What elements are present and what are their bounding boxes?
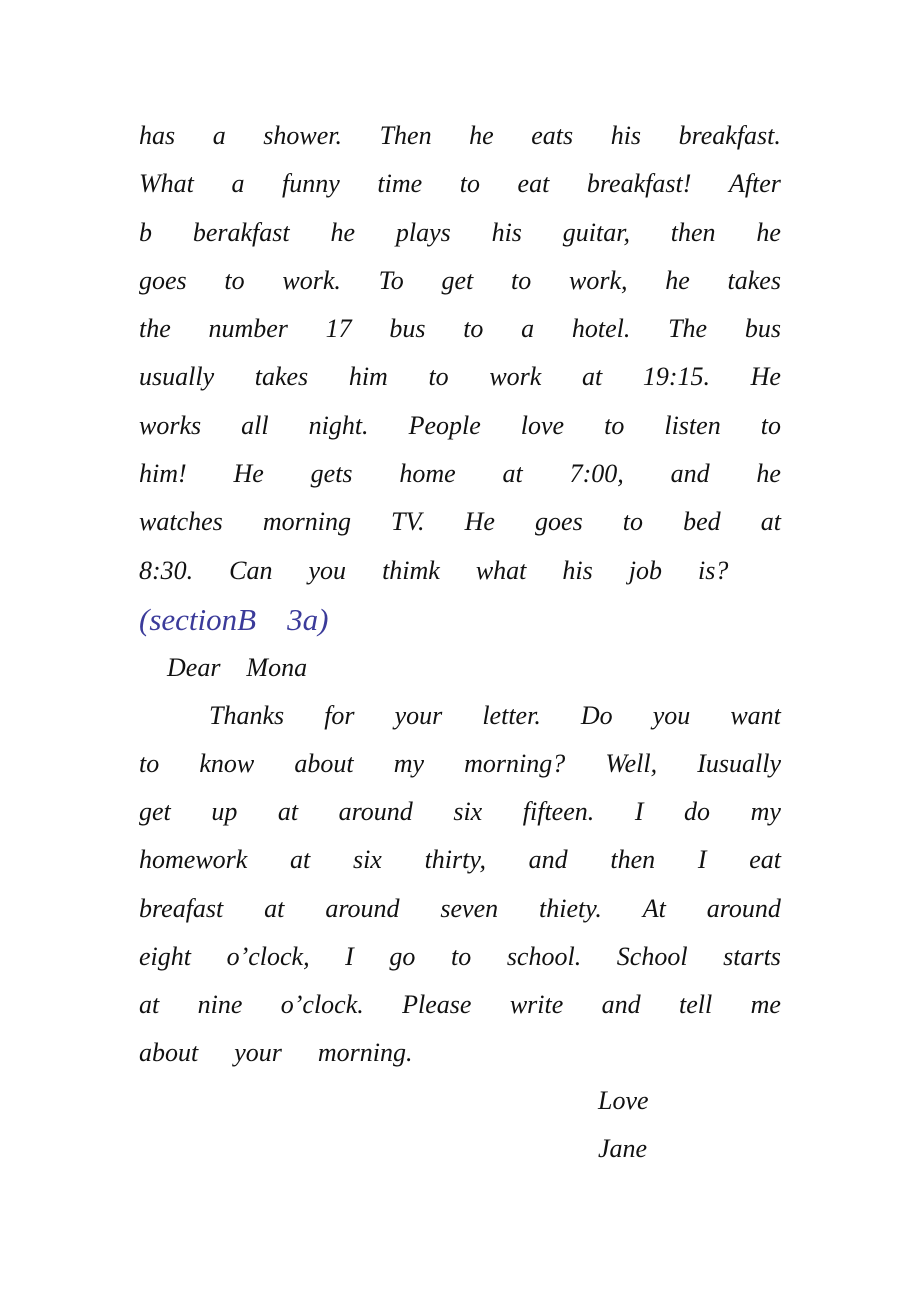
word: to <box>622 507 644 536</box>
letter-closing: Love <box>598 1086 649 1115</box>
word: hotel. <box>571 314 631 343</box>
word: to <box>760 411 781 440</box>
letter-line <box>139 987 781 1023</box>
word: around <box>338 797 413 826</box>
word: work. <box>282 266 341 295</box>
word: What <box>139 169 194 198</box>
word: he <box>756 218 781 247</box>
word: TV. <box>391 507 425 536</box>
story-line <box>139 408 781 444</box>
word: fifteen. <box>522 797 595 826</box>
story-line-last <box>139 553 781 589</box>
word: your <box>234 1038 282 1067</box>
story-line <box>139 215 781 251</box>
word: Iusually <box>697 749 781 778</box>
word: my <box>750 797 781 826</box>
letter-line-last <box>139 1035 781 1071</box>
word: bus <box>744 314 781 343</box>
word: your <box>394 701 443 730</box>
word: usually <box>139 362 215 391</box>
word: to <box>511 266 532 295</box>
word: b <box>139 218 152 247</box>
word: a <box>212 121 226 150</box>
word: work <box>489 362 542 391</box>
word: bus <box>389 314 426 343</box>
word: go <box>389 942 416 971</box>
word: He <box>750 362 781 391</box>
word: to <box>451 942 472 971</box>
word: 19:15. <box>642 362 711 391</box>
word: to <box>459 169 480 198</box>
word: night. <box>308 411 369 440</box>
word: After <box>728 169 781 198</box>
word: homework <box>139 845 248 874</box>
word: gets <box>310 459 353 488</box>
word: me <box>750 990 781 1019</box>
word: o’clock, <box>226 942 310 971</box>
story-line <box>139 359 781 395</box>
letter-line <box>139 794 781 830</box>
word: six <box>453 797 483 826</box>
word: his <box>562 556 593 585</box>
word: shower. <box>263 121 342 150</box>
word: Can <box>229 556 273 585</box>
word: to <box>463 314 484 343</box>
word: at <box>277 797 299 826</box>
word: Then <box>379 121 432 150</box>
word: thimk <box>382 556 440 585</box>
word: get <box>441 266 474 295</box>
word: he <box>469 121 494 150</box>
word: he <box>665 266 690 295</box>
letter-line <box>139 891 781 927</box>
story-line <box>139 456 781 492</box>
word: a <box>521 314 535 343</box>
word: morning. <box>317 1038 413 1067</box>
word: and <box>601 990 641 1019</box>
word: bed <box>683 507 721 536</box>
letter-line <box>139 939 781 975</box>
word: 7:00, <box>569 459 624 488</box>
word: to <box>224 266 245 295</box>
word: breafast <box>139 894 224 923</box>
word: what <box>475 556 527 585</box>
word: a <box>231 169 245 198</box>
word: do <box>684 797 711 826</box>
letter-line <box>139 746 781 782</box>
word: know <box>199 749 255 778</box>
word: at <box>139 990 160 1019</box>
word: around <box>706 894 781 923</box>
word: around <box>325 894 400 923</box>
word: Thanks <box>209 701 285 730</box>
word: love <box>520 411 565 440</box>
word: has <box>139 121 176 150</box>
word: eat <box>749 845 781 874</box>
word: guitar, <box>562 218 630 247</box>
word: seven <box>440 894 499 923</box>
word: letter. <box>482 701 541 730</box>
word: he <box>756 459 781 488</box>
word: o’clock. <box>280 990 364 1019</box>
word: about <box>294 749 354 778</box>
story-line <box>139 311 781 347</box>
word: up <box>211 797 238 826</box>
word: want <box>730 701 781 730</box>
story-line <box>139 166 781 202</box>
word: thirty, <box>424 845 486 874</box>
letter-salutation: Dear Mona <box>167 653 308 682</box>
word: breakfast! <box>586 169 692 198</box>
word: goes <box>535 507 583 536</box>
word: watches <box>139 507 223 536</box>
word: six <box>352 845 382 874</box>
word: him <box>348 362 388 391</box>
word: home <box>399 459 456 488</box>
letter-first-line <box>209 698 781 734</box>
word: get <box>139 797 171 826</box>
word: 17 <box>325 314 352 343</box>
word: and <box>670 459 710 488</box>
story-line <box>139 118 781 154</box>
word: you <box>308 556 347 585</box>
word: eight <box>139 942 191 971</box>
word: thiety. <box>539 894 602 923</box>
word: is? <box>697 556 729 585</box>
word: all <box>241 411 269 440</box>
story-line <box>139 504 781 540</box>
word: job <box>628 556 662 585</box>
word: tell <box>679 990 713 1019</box>
word: for <box>324 701 355 730</box>
word: goes <box>139 266 187 295</box>
word: Do <box>580 701 613 730</box>
word: work, <box>568 266 628 295</box>
word: about <box>139 1038 199 1067</box>
word: I <box>345 942 354 971</box>
word: He <box>464 507 495 536</box>
word: People <box>408 411 481 440</box>
word: The <box>668 314 708 343</box>
letter-line <box>139 842 781 878</box>
word: his <box>491 218 522 247</box>
word: eats <box>531 121 574 150</box>
word: and <box>528 845 568 874</box>
word: he <box>330 218 355 247</box>
word: at <box>264 894 285 923</box>
word: number <box>208 314 288 343</box>
word: plays <box>395 218 451 247</box>
word: 8:30. <box>139 556 194 585</box>
word: to <box>604 411 625 440</box>
story-line <box>139 263 781 299</box>
word: then <box>670 218 716 247</box>
word: berakfast <box>192 218 290 247</box>
word: the <box>139 314 171 343</box>
word: Please <box>402 990 472 1019</box>
word: him! <box>139 459 187 488</box>
word: breakfast. <box>678 121 781 150</box>
word: takes <box>254 362 309 391</box>
word: at <box>581 362 603 391</box>
word: you <box>652 701 691 730</box>
word: nine <box>197 990 243 1019</box>
letter-signature: Jane <box>598 1134 648 1163</box>
section-heading: (sectionB 3a) <box>139 602 329 637</box>
word: listen <box>664 411 721 440</box>
word: time <box>377 169 423 198</box>
word: eat <box>517 169 550 198</box>
word: to <box>428 362 449 391</box>
word: to <box>139 749 160 778</box>
word: his <box>610 121 642 150</box>
word: at <box>502 459 523 488</box>
word: funny <box>282 169 340 198</box>
word: To <box>378 266 404 295</box>
word: Well, <box>605 749 658 778</box>
word: at <box>760 507 781 536</box>
word: morning? <box>464 749 566 778</box>
word: my <box>393 749 425 778</box>
word: takes <box>727 266 781 295</box>
word: write <box>509 990 564 1019</box>
word: School <box>616 942 688 971</box>
word: morning <box>262 507 351 536</box>
word: He <box>233 459 264 488</box>
word: I <box>634 797 644 826</box>
word: I <box>697 845 707 874</box>
word: then <box>610 845 656 874</box>
word: at <box>290 845 311 874</box>
word: starts <box>723 942 781 971</box>
word: At <box>642 894 666 923</box>
word: works <box>139 411 202 440</box>
word: school. <box>506 942 582 971</box>
